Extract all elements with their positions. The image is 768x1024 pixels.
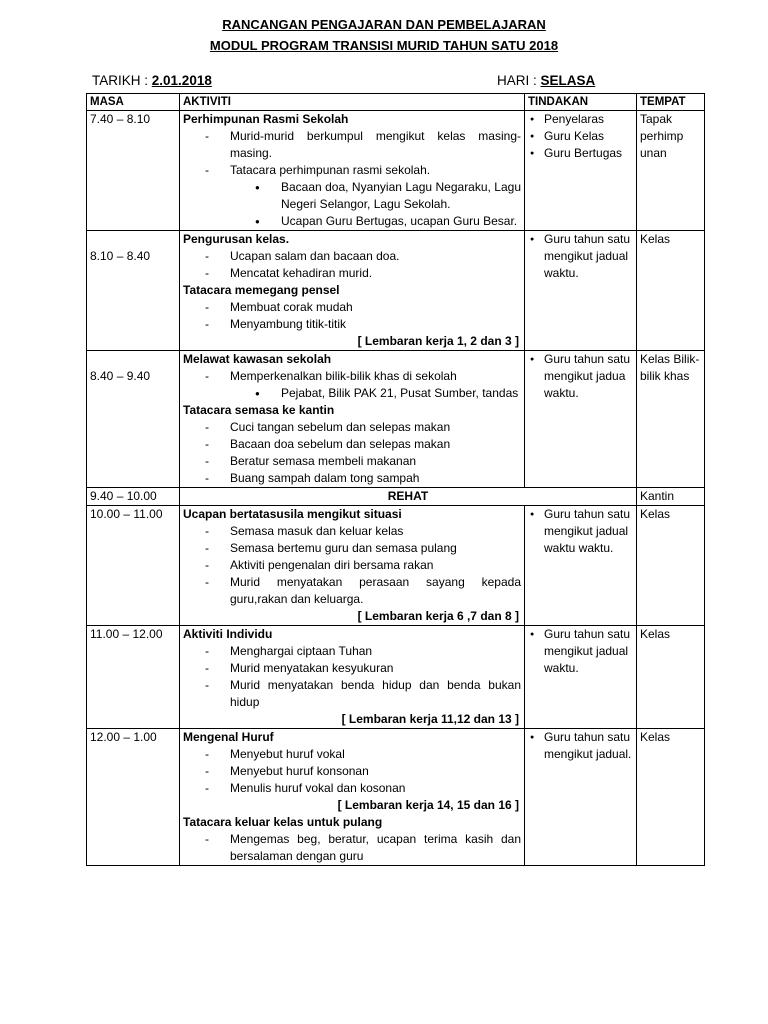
dash-marker: - xyxy=(205,524,209,538)
dash-marker: - xyxy=(205,471,209,485)
item-text: Buang sampah dalam tong sampah xyxy=(230,471,420,485)
activity-item xyxy=(183,316,521,333)
item-text: Semasa bertemu guru dan semasa pulang xyxy=(230,541,457,555)
time-cell: 8.10 – 8.40 xyxy=(87,231,180,351)
item-text: Menyambung titik-titik xyxy=(230,317,347,331)
hari-value: SELASA xyxy=(540,73,596,88)
time-cell: 10.00 – 11.00 xyxy=(87,506,180,626)
dash-marker: - xyxy=(205,764,209,778)
col-header-tindakan: TINDAKAN xyxy=(525,94,637,111)
dash-marker: - xyxy=(205,163,209,177)
dash-marker: - xyxy=(205,558,209,572)
worksheet-reference: [ Lembaran kerja 11,12 dan 13 ] xyxy=(341,712,519,726)
col-header-aktiviti: AKTIVITI xyxy=(180,94,525,111)
place-cell: Kelas xyxy=(637,506,705,626)
document-subtitle: MODUL PROGRAM TRANSISI MURID TAHUN SATU 2018 xyxy=(209,38,559,53)
activity-item xyxy=(183,265,521,282)
table-row xyxy=(87,231,705,351)
item-text: Bacaan doa, Nyanyian Lagu Negaraku, Lagu Negeri Selangor, Lagu Sekolah. xyxy=(281,180,521,211)
time-cell: 12.00 – 1.00 xyxy=(87,729,180,866)
table-row xyxy=(87,351,705,488)
item-text: Membuat corak mudah xyxy=(230,300,353,314)
dash-marker: - xyxy=(205,300,209,314)
activity-heading: Tatacara memegang pensel xyxy=(183,283,340,297)
hari-field xyxy=(497,73,595,88)
col-header-tempat: TEMPAT xyxy=(637,94,705,111)
bullet-marker: ● xyxy=(255,183,260,192)
action-text: Penyelaras xyxy=(544,112,605,126)
activity-heading: Ucapan bertatasusila mengikut situasi xyxy=(183,507,402,521)
activity-item xyxy=(183,677,521,711)
hari-label: HARI : xyxy=(497,73,537,88)
action-text: Guru tahun satu mengikut jadual waktu. xyxy=(544,232,631,280)
action-cell xyxy=(525,231,637,351)
schedule-table xyxy=(86,93,705,866)
activity-item xyxy=(183,540,521,557)
dash-marker: - xyxy=(205,661,209,675)
dash-marker: - xyxy=(205,437,209,451)
activity-item xyxy=(183,419,521,436)
action-text: Guru Bertugas xyxy=(544,146,623,160)
dash-marker: - xyxy=(205,420,209,434)
bullet-marker: ● xyxy=(530,150,535,157)
dash-marker: - xyxy=(205,575,209,589)
action-item xyxy=(528,145,633,162)
activity-item xyxy=(183,453,521,470)
time-cell: 7.40 – 8.10 xyxy=(87,111,180,231)
break-cell: REHAT xyxy=(180,488,637,506)
item-text: Tatacara perhimpunan rasmi sekolah. xyxy=(230,163,431,177)
activity-item xyxy=(183,660,521,677)
item-text: Semasa masuk dan keluar kelas xyxy=(230,524,404,538)
bullet-marker: ● xyxy=(530,511,535,518)
item-text: Menyebut huruf vokal xyxy=(230,747,345,761)
action-item xyxy=(528,506,633,557)
activity-cell xyxy=(180,351,525,488)
action-text: Guru tahun satu mengikut jadual. xyxy=(544,730,632,761)
time-cell: 8.40 – 9.40 xyxy=(87,351,180,488)
action-cell xyxy=(525,729,637,866)
activity-item xyxy=(183,436,521,453)
worksheet-reference: [ Lembaran kerja 6 ,7 dan 8 ] xyxy=(357,609,519,623)
activity-heading: Tatacara keluar kelas untuk pulang xyxy=(183,815,383,829)
place-cell: Kelas xyxy=(637,626,705,729)
dash-marker: - xyxy=(205,644,209,658)
action-item xyxy=(528,231,633,282)
item-text: Menghargai ciptaan Tuhan xyxy=(230,644,373,658)
activity-heading: Tatacara semasa ke kantin xyxy=(183,403,335,417)
action-item xyxy=(528,626,633,677)
activity-subitem xyxy=(183,179,521,213)
item-text: Pejabat, Bilik PAK 21, Pusat Sumber, tandas xyxy=(281,386,519,400)
item-text: Murid menyatakan perasaan sayang kepada guru,rakan dan keluarga. xyxy=(230,575,521,606)
item-text: Aktiviti pengenalan diri bersama rakan xyxy=(230,558,434,572)
table-header-row xyxy=(87,94,705,111)
activity-heading: Aktiviti Individu xyxy=(183,627,273,641)
activity-cell xyxy=(180,111,525,231)
activity-item xyxy=(183,574,521,608)
dash-marker: - xyxy=(205,266,209,280)
activity-heading: Perhimpunan Rasmi Sekolah xyxy=(183,112,349,126)
activity-item xyxy=(183,523,521,540)
dash-marker: - xyxy=(205,317,209,331)
item-text: Bacaan doa sebelum dan selepas makan xyxy=(230,437,451,451)
activity-item xyxy=(183,763,521,780)
worksheet-reference: [ Lembaran kerja 1, 2 dan 3 ] xyxy=(357,334,519,348)
action-cell xyxy=(525,111,637,231)
item-text: Murid menyatakan kesyukuran xyxy=(230,661,394,675)
action-cell xyxy=(525,351,637,488)
action-text: Guru Kelas xyxy=(544,129,605,143)
activity-item xyxy=(183,299,521,316)
item-text: Beratur semasa membeli makanan xyxy=(230,454,417,468)
bullet-marker: ● xyxy=(530,236,535,243)
tarikh-value: 2.01.2018 xyxy=(151,73,212,88)
action-item xyxy=(528,351,633,402)
activity-heading: Mengenal Huruf xyxy=(183,730,274,744)
activity-item xyxy=(183,780,521,797)
tarikh-label: TARIKH : xyxy=(92,73,149,88)
dash-marker: - xyxy=(205,129,209,143)
action-item xyxy=(528,111,633,128)
place-cell: Kantin xyxy=(637,488,705,506)
item-text: Menyebut huruf konsonan xyxy=(230,764,369,778)
activity-item xyxy=(183,557,521,574)
table-row xyxy=(87,488,705,506)
table-row xyxy=(87,729,705,866)
item-text: Ucapan salam dan bacaan doa. xyxy=(230,249,400,263)
action-item xyxy=(528,128,633,145)
dash-marker: - xyxy=(205,541,209,555)
action-text: Guru tahun satu mengikut jadua waktu. xyxy=(544,352,631,400)
item-text: Menulis huruf vokal dan kosonan xyxy=(230,781,406,795)
bullet-marker: ● xyxy=(530,631,535,638)
activity-cell xyxy=(180,626,525,729)
item-text: Mencatat kehadiran murid. xyxy=(230,266,373,280)
table-row xyxy=(87,626,705,729)
place-cell: Kelas xyxy=(637,729,705,866)
place-cell: Kelas Bilik-bilik khas xyxy=(637,351,705,488)
dash-marker: - xyxy=(205,781,209,795)
activity-item xyxy=(183,831,521,865)
worksheet-reference: [ Lembaran kerja 14, 15 dan 16 ] xyxy=(337,798,519,812)
dash-marker: - xyxy=(205,454,209,468)
item-text: Memperkenalkan bilik-bilik khas di sekolah xyxy=(230,369,457,383)
activity-item xyxy=(183,162,521,179)
activity-subitem xyxy=(183,213,521,230)
document-title: RANCANGAN PENGAJARAN DAN PEMBELAJARAN xyxy=(222,17,546,32)
item-text: Murid menyatakan benda hidup dan benda bukan hidup xyxy=(230,678,521,709)
action-text: Guru tahun satu mengikut jadual waktu. xyxy=(544,627,631,675)
time-cell: 11.00 – 12.00 xyxy=(87,626,180,729)
bullet-marker: ● xyxy=(530,116,535,123)
item-text: Cuci tangan sebelum dan selepas makan xyxy=(230,420,451,434)
activity-heading: Melawat kawasan sekolah xyxy=(183,352,332,366)
place-cell: Tapak perhimp unan xyxy=(637,111,705,231)
activity-item xyxy=(183,470,521,487)
table-body xyxy=(87,111,705,866)
dash-marker: - xyxy=(205,369,209,383)
activity-item xyxy=(183,746,521,763)
item-text: Murid-murid berkumpul mengikut kelas masing-masing. xyxy=(230,129,521,160)
dash-marker: - xyxy=(205,678,209,692)
bullet-marker: ● xyxy=(530,734,535,741)
place-cell: Kelas xyxy=(637,231,705,351)
dash-marker: - xyxy=(205,832,209,846)
action-cell xyxy=(525,506,637,626)
bullet-marker: ● xyxy=(255,217,260,226)
action-item xyxy=(528,729,633,763)
activity-subitem xyxy=(183,385,521,402)
dash-marker: - xyxy=(205,747,209,761)
dash-marker: - xyxy=(205,249,209,263)
action-text: Guru tahun satu mengikut jadual waktu waktu. xyxy=(544,507,631,555)
activity-cell xyxy=(180,729,525,866)
item-text: Mengemas beg, beratur, ucapan terima kasih dan bersalaman dengan guru xyxy=(230,832,521,863)
col-header-masa: MASA xyxy=(87,94,180,111)
item-text: Ucapan Guru Bertugas, ucapan Guru Besar. xyxy=(281,214,518,228)
tarikh-field xyxy=(92,73,212,88)
activity-item xyxy=(183,368,521,385)
activity-item xyxy=(183,248,521,265)
table-row xyxy=(87,111,705,231)
bullet-marker: ● xyxy=(530,133,535,140)
activity-heading: Pengurusan kelas. xyxy=(183,232,290,246)
activity-cell xyxy=(180,506,525,626)
activity-item xyxy=(183,128,521,162)
bullet-marker: ● xyxy=(255,389,260,398)
activity-item xyxy=(183,643,521,660)
activity-cell xyxy=(180,231,525,351)
time-cell: 9.40 – 10.00 xyxy=(87,488,180,506)
table-row xyxy=(87,506,705,626)
bullet-marker: ● xyxy=(530,356,535,363)
action-cell xyxy=(525,626,637,729)
